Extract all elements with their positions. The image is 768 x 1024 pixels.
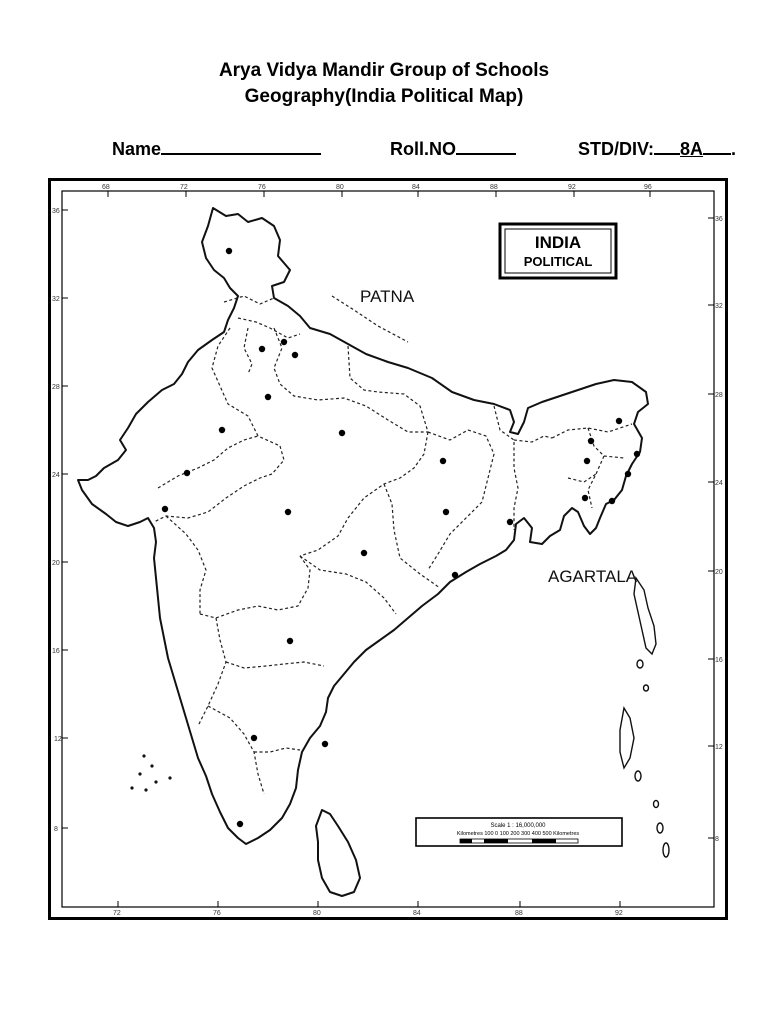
- city-dot[interactable]: [616, 418, 622, 424]
- city-dot[interactable]: [634, 451, 640, 457]
- school-name: Arya Vidya Mandir Group of Schools: [218, 60, 550, 81]
- city-dot[interactable]: [259, 346, 265, 352]
- right-tick-label: 12: [715, 744, 723, 751]
- city-dot[interactable]: [507, 519, 513, 525]
- right-tick-label: 8: [715, 836, 719, 843]
- top-tick-label: 92: [568, 184, 576, 191]
- bottom-tick-label: 92: [615, 910, 623, 917]
- scale-title: Scale 1 : 16,000,000: [490, 823, 546, 829]
- scale-bar: [416, 818, 622, 846]
- roll-blank[interactable]: [456, 136, 516, 155]
- roll-field[interactable]: [370, 115, 516, 181]
- right-tick-label: 32: [715, 303, 723, 310]
- bottom-tick-label: 72: [113, 910, 121, 917]
- name-label: Name: [112, 139, 162, 159]
- india-political-map: [48, 178, 728, 920]
- right-tick-label: 16: [715, 657, 723, 664]
- city-dot[interactable]: [609, 498, 615, 504]
- island-outline: [663, 843, 669, 857]
- right-tick-label: 20: [715, 569, 723, 576]
- city-dot[interactable]: [265, 394, 271, 400]
- std-label: STD/DIV:: [578, 139, 655, 159]
- left-tick-label: 32: [52, 296, 60, 303]
- top-tick-label: 72: [180, 184, 188, 191]
- scale-line: Kilometres 100 0 100 200 300 400 500 Kilometres: [456, 831, 580, 837]
- top-tick-label: 80: [336, 184, 344, 191]
- map-title-line2: POLITICAL: [523, 254, 593, 269]
- city-dot[interactable]: [184, 470, 190, 476]
- left-tick-label: 20: [52, 560, 60, 567]
- island-outline: [635, 771, 641, 781]
- top-tick-label: 68: [102, 184, 110, 191]
- left-tick-label: 16: [52, 648, 60, 655]
- city-dot[interactable]: [584, 458, 590, 464]
- worksheet-header: [0, 58, 768, 110]
- map-title-line1: INDIA: [534, 233, 582, 252]
- city-dot[interactable]: [582, 495, 588, 501]
- right-tick-label: 36: [715, 216, 723, 223]
- city-dot[interactable]: [339, 430, 345, 436]
- city-dot[interactable]: [285, 509, 291, 515]
- city-dot[interactable]: [322, 741, 328, 747]
- top-tick-label: 76: [258, 184, 266, 191]
- std-field[interactable]: [558, 115, 736, 181]
- top-tick-label: 88: [490, 184, 498, 191]
- right-tick-label: 24: [715, 480, 723, 487]
- city-dot[interactable]: [292, 352, 298, 358]
- city-dot[interactable]: [281, 339, 287, 345]
- city-dot[interactable]: [361, 550, 367, 556]
- name-field[interactable]: [92, 115, 321, 181]
- left-tick-label: 36: [52, 208, 60, 215]
- std-blank-post: [703, 136, 731, 155]
- city-dot[interactable]: [287, 638, 293, 644]
- city-dot[interactable]: [443, 509, 449, 515]
- city-dot[interactable]: [588, 438, 594, 444]
- island-outline: [657, 823, 663, 833]
- worksheet-subject: Geography(India Political Map): [244, 86, 524, 107]
- city-dot[interactable]: [237, 821, 243, 827]
- city-dot[interactable]: [162, 506, 168, 512]
- bottom-tick-label: 88: [515, 910, 523, 917]
- std-blank-pre: [654, 136, 680, 155]
- name-blank[interactable]: [161, 136, 321, 155]
- island-outline: [637, 660, 643, 668]
- city-dot[interactable]: [251, 735, 257, 741]
- top-tick-label: 84: [412, 184, 420, 191]
- std-value: 8A: [680, 139, 704, 159]
- city-dot[interactable]: [219, 427, 225, 433]
- left-tick-label: 8: [54, 826, 58, 833]
- left-tick-label: 28: [52, 384, 60, 391]
- student-fields: [0, 115, 768, 159]
- map-svg: [48, 178, 728, 920]
- city-dot[interactable]: [625, 471, 631, 477]
- island-outline: [644, 685, 649, 691]
- city-dot[interactable]: [452, 572, 458, 578]
- bottom-tick-label: 80: [313, 910, 321, 917]
- right-tick-label: 28: [715, 392, 723, 399]
- map-title-box: [500, 224, 616, 278]
- city-dot[interactable]: [440, 458, 446, 464]
- bottom-tick-label: 76: [213, 910, 221, 917]
- roll-label: Roll.NO: [390, 139, 457, 159]
- left-tick-label: 24: [52, 472, 60, 479]
- left-tick-label: 12: [54, 736, 62, 743]
- top-tick-label: 96: [644, 184, 652, 191]
- island-outline: [654, 801, 659, 808]
- bottom-tick-label: 84: [413, 910, 421, 917]
- label-agartala: AGARTALA: [548, 567, 638, 586]
- label-patna: PATNA: [360, 287, 415, 306]
- std-suffix: .: [731, 139, 737, 159]
- city-dot[interactable]: [226, 248, 232, 254]
